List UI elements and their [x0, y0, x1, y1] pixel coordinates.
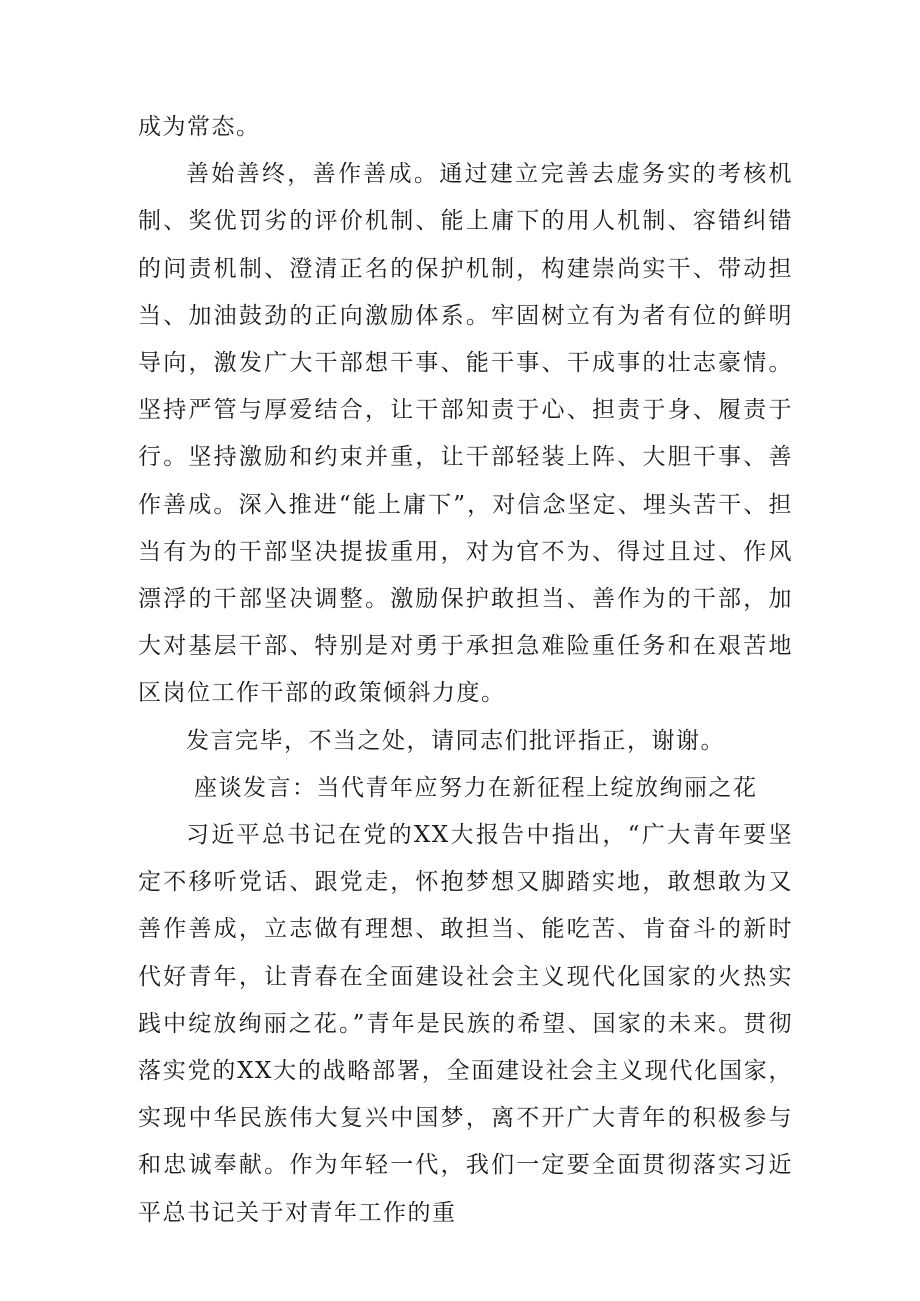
paragraph-incentive-mechanism: 善始善终，善作善成。通过建立完善去虚务实的考核机制、奖优罚劣的评价机制、能上庸下的用人机制、容错纠错的问责机制、澄清正名的保护机制，构建崇尚实干、带动担当、加油鼓劲的正向激励体系。牢固树立有为者有位的鲜明导向，激发广大干部想干事、能干事、干成事的壮志豪情。坚持严管与厚爱结合，让干部知责于心、担责于身、履责于行。坚持激励和约束并重，让干部轻装上阵、大胆干事、善作善成。深入推进“能上庸下”，对信念坚定、埋头苦干、担当有为的干部坚决提拔重用，对为官不为、得过且过、作风漂浮的干部坚决调整。激励保护敢担当、善作为的干部，加大对基层干部、特别是对勇于承担急难险重任务和在艰苦地区岗位工作干部的政策倾斜力度。: [138, 161, 793, 707]
section-title: 座谈发言：当代青年应努力在新征程上绽放绚丽之花: [194, 774, 758, 801]
paragraph-continuation: 成为常态。: [138, 114, 261, 140]
paragraph-youth-speech: 习近平总书记在党的XX大报告中指出，“广大青年要坚定不移听党话、跟党走，怀抱梦想又脚踏实地，敢想敢为又善作善成，立志做有理想、敢担当、能吃苦、肯奋斗的新时代好青年，让青春在全面建设社会主义现代化国家的火热实践中绽放绚丽之花。”青年是民族的希望、国家的未来。贯彻落实党的XX大的战略部署，全面建设社会主义现代化国家，实现中华民族伟大复兴中国梦，离不开广大青年的积极参与和忠诚奉献。作为年轻一代，我们一定要全面贯彻落实习近平总书记关于对青年工作的重: [138, 822, 793, 1226]
document-body: [138, 104, 793, 1237]
paragraph-closing-remark: 发言完毕，不当之处，请同志们批评指正，谢谢。: [186, 727, 725, 754]
